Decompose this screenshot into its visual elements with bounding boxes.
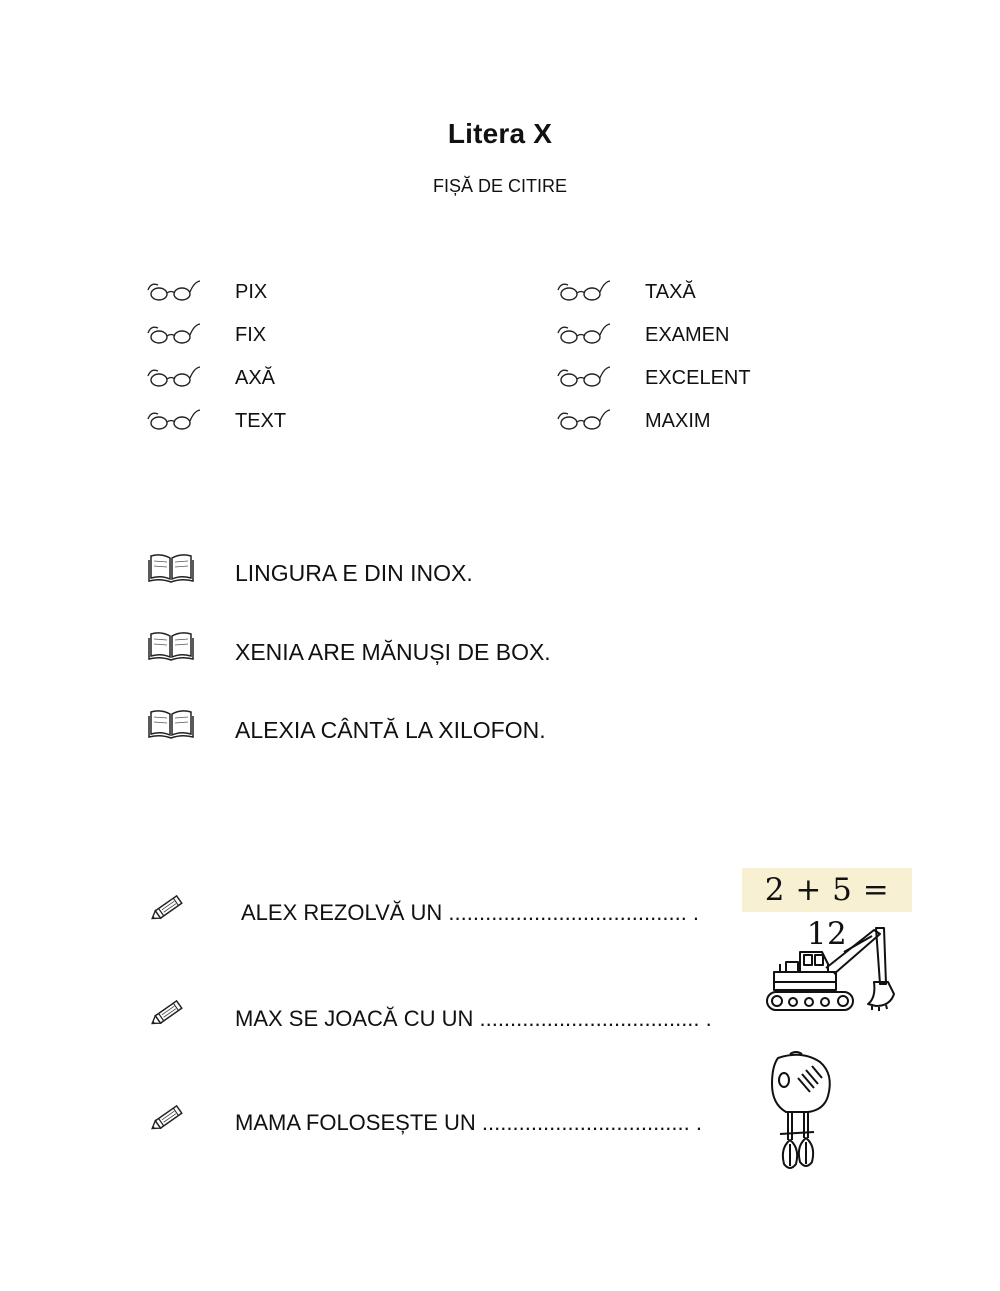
excavator-image	[764, 924, 902, 1016]
word-item: FIX	[235, 324, 267, 346]
sentence-item: XENIA ARE MĂNUȘI DE BOX.	[235, 639, 551, 665]
fill-in-sentence: MAMA FOLOSEȘTE UN .................................. .	[235, 1110, 702, 1135]
book-icon	[148, 630, 194, 662]
pencil-icon	[148, 996, 188, 1030]
sentence-item: LINGURA E DIN INOX.	[235, 560, 473, 586]
pencil-icon	[148, 891, 188, 925]
pencil-icon	[148, 1101, 188, 1135]
word-item: TEXT	[235, 410, 287, 432]
glasses-icon	[556, 319, 612, 349]
glasses-icon	[556, 405, 612, 435]
word-item: EXAMEN	[645, 324, 730, 346]
page-subtitle: FIȘĂ DE CITIRE	[432, 176, 567, 196]
word-item: TAXĂ	[645, 281, 696, 303]
word-item: MAXIM	[645, 410, 711, 432]
equation-image: 2 + 5 = 12	[742, 868, 912, 912]
word-item: EXCELENT	[645, 367, 751, 389]
glasses-icon	[146, 276, 202, 306]
word-item: PIX	[235, 281, 268, 303]
sentence-item: ALEXIA CÂNTĂ LA XILOFON.	[235, 717, 546, 743]
page-title: Litera X	[447, 118, 553, 149]
word-item: AXĂ	[235, 367, 276, 389]
glasses-icon	[556, 362, 612, 392]
mixer-image	[762, 1048, 838, 1174]
book-icon	[148, 552, 194, 584]
glasses-icon	[146, 319, 202, 349]
glasses-icon	[146, 405, 202, 435]
fill-in-sentence: MAX SE JOACĂ CU UN .................................... .	[235, 1006, 712, 1031]
glasses-icon	[556, 276, 612, 306]
fill-in-sentence: ALEX REZOLVĂ UN ....................................... .	[241, 900, 700, 925]
glasses-icon	[146, 362, 202, 392]
book-icon	[148, 708, 194, 740]
